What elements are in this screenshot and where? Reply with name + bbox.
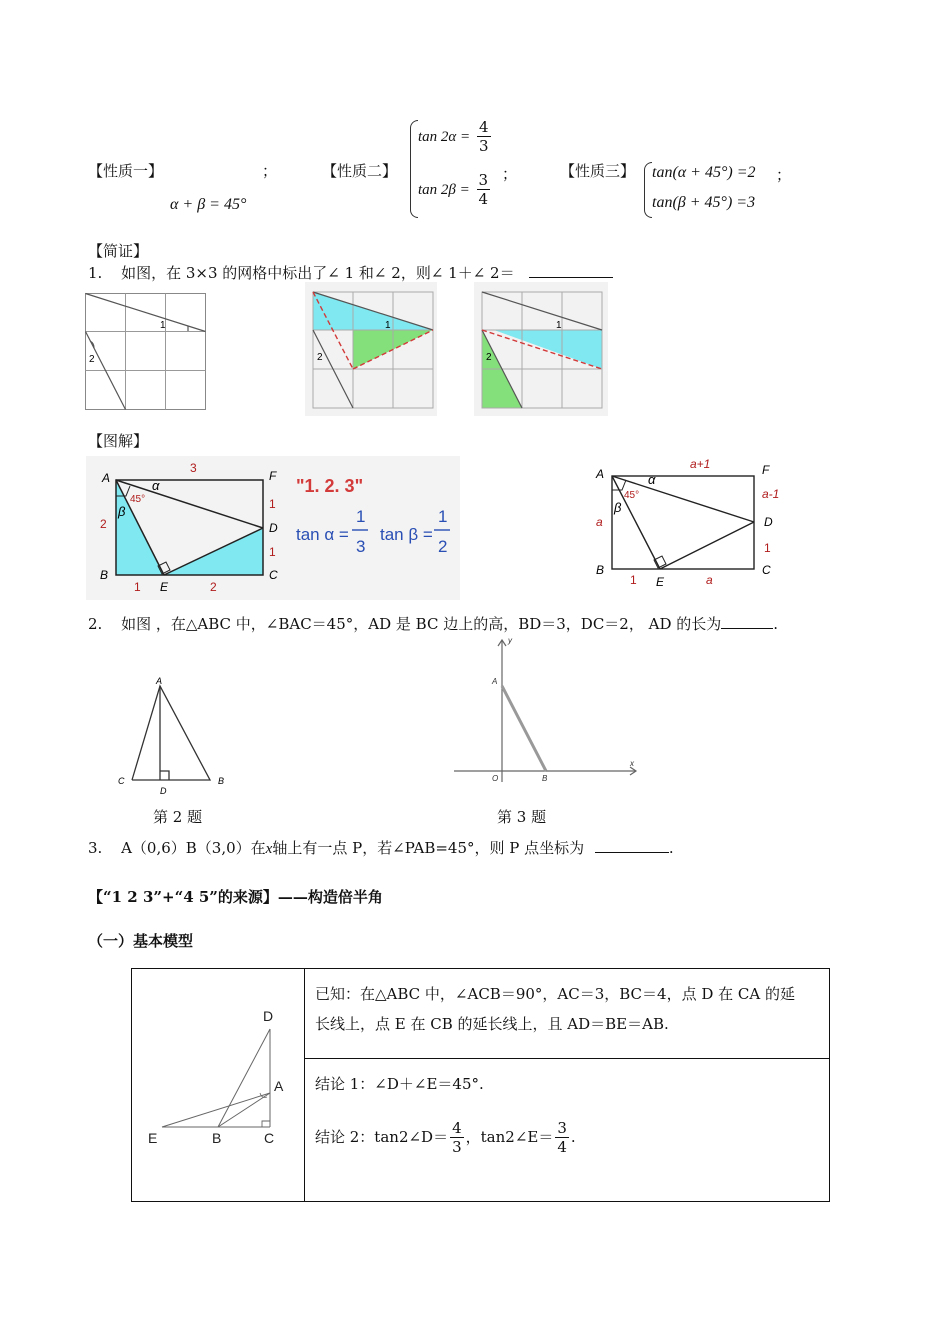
model-given-line2: 长线上，点 E 在 CB 的延长线上，且 AD＝BE＝AB. [315,1015,669,1033]
concl2-num1: 4 [452,1118,462,1137]
grid2-label-2: 2 [317,352,323,363]
q3-text-b: 轴上有一点 P，若∠PAB=45°，则 P 点坐标为 [272,839,585,857]
ill-beta: β [118,504,126,519]
illustration-general [590,458,790,594]
model-label-D: D [263,1008,274,1024]
q3-text-a: A（0,6）B（3,0）在 [121,839,266,857]
q1-text: 如图，在 3×3 的网格中标出了∠ 1 和∠ 2，则∠ 1＋∠ 2＝ [121,264,515,282]
ill-A: A [102,471,111,485]
property-one-label: 【性质一】 [88,162,164,180]
gen-bottom2: a [706,573,713,587]
grid3-label-2: 2 [486,352,492,363]
model-given-cell [305,969,830,1059]
concl2-end: . [570,1127,576,1146]
ill-len2-left: 2 [100,517,107,531]
ill-tan-b-den: 2 [438,537,448,556]
concl2-num2: 3 [557,1118,567,1137]
ill-tan-a-num: 1 [356,507,366,526]
ill-alpha: α [152,478,160,493]
q2-fig-D: D [160,786,167,796]
grid-figure-colored-2 [474,282,608,416]
concl2-den2: 4 [557,1137,567,1156]
grid2-label-1: 1 [385,320,391,331]
gen-C: C [762,563,771,577]
property-two-line2 [418,173,492,207]
property-three-label: 【性质三】 [560,162,636,180]
gen-top: a+1 [690,457,711,471]
q3-answer-blank [595,838,669,853]
ill-len1-b: 1 [134,580,141,594]
ill-D: D [269,521,278,535]
ill-len1-bottom: 1 [269,545,276,559]
q1-answer-blank [529,263,613,278]
q3-text-x: x [265,841,273,857]
q2-answer-blank [721,614,773,629]
ill-E: E [160,580,169,594]
model-given-line1: 已知：在△ABC 中，∠ACB＝90°，AC＝3，BC＝4，点 D 在 CA 的延 [315,985,795,1003]
gen-45: 45° [624,490,640,501]
gen-left: a [596,515,603,529]
ill-tan-a-den: 3 [356,537,366,556]
grid-label-2: 2 [89,354,95,365]
p2-line2-lhs: tan 2β = [418,182,470,198]
grid-label-1: 1 [160,320,166,331]
property-three-line2: tan(β + 45°) =3 [652,194,756,211]
question-1 [88,262,613,283]
property-one-formula: α + β = 45° [170,196,247,213]
basic-model-table [131,968,830,1202]
ill-len1-top: 1 [269,497,276,511]
model-conclusion-2 [315,1118,819,1156]
source-heading: 【“1 2 3”+“4 5”的来源】——构造倍半角 [88,888,383,906]
q3-fig-A: A [492,677,498,686]
gen-D: D [764,515,773,529]
q3-caption: 第 3 题 [497,808,547,826]
grid-figure-colored-1 [305,282,437,416]
q3-fig-O: O [492,774,499,783]
ill-tan-b-num: 1 [438,507,448,526]
question-3 [88,837,674,858]
model-figure [132,969,304,1197]
gen-right-top: a-1 [762,487,780,501]
property-two-line1 [418,120,493,154]
model-label-B: B [212,1130,222,1146]
q3-fig-B: B [542,774,548,783]
model-figure-cell [132,969,305,1202]
property-three-line1: tan(α + 45°) =2 [652,164,756,181]
diagram-heading: 【图解】 [88,432,149,450]
figure-q3-axes [452,634,642,784]
ill-tan-a: tan α = [296,525,349,544]
q2-fig-B: B [218,776,225,786]
q2-text: 如图 ，在△ABC 中，∠BAC＝45°，AD 是 BC 边上的高，BD＝3，DC＝2， AD 的长为 [121,615,722,633]
model-conclusion-1: 结论 1：∠D＋∠E＝45°. [315,1074,484,1093]
p2-line1-den: 3 [478,137,489,155]
q2-fig-C: C [118,776,125,786]
q3-tail: . [668,839,674,857]
ill-F: F [269,469,277,483]
ill-45: 45° [130,494,146,505]
model-label-E: E [148,1130,158,1146]
q3-number: 3. [88,839,103,857]
ill-len2-b: 2 [210,580,217,594]
grid3-label-1: 1 [556,320,562,331]
ill-C: C [269,568,278,582]
ill-B: B [100,568,109,582]
ill-len3: 3 [190,461,197,475]
q2-caption: 第 2 题 [153,808,203,826]
p2-line2-den: 4 [478,190,489,208]
basic-model-heading: （一）基本模型 [88,932,194,950]
gen-A: A [596,467,605,481]
concl2-den1: 3 [452,1137,462,1156]
model-conclusion-cell [305,1058,830,1201]
p2-line2-num: 3 [478,171,489,189]
q2-fig-A: A [156,676,163,686]
gen-B: B [596,563,605,577]
q3-fig-x: x [630,759,634,768]
proof-heading: 【简证】 [88,242,149,260]
grid-figure-plain [84,292,208,412]
q2-tail: . [773,615,779,633]
figure-q2-triangle [112,672,225,800]
property-two-semicolon: ； [502,165,518,183]
q3-fig-y: y [508,636,512,645]
q2-number: 2. [88,615,103,633]
p2-line1-num: 4 [478,118,489,136]
gen-F: F [762,463,770,477]
ill-quote: "1. 2. 3" [296,476,364,496]
question-2 [88,613,778,634]
gen-E: E [656,575,665,589]
gen-alpha: α [648,472,656,487]
property-two-label: 【性质二】 [322,162,398,180]
property-three-semicolon: ； [776,166,792,184]
concl2-part-a: 结论 2：tan2∠D＝ [315,1127,449,1146]
model-label-A: A [274,1078,284,1094]
gen-right-bottom: 1 [764,541,771,555]
property-one-semicolon: ； [262,162,278,180]
q1-number: 1. [88,264,103,282]
ill-tan-b: tan β = [380,525,433,544]
gen-beta: β [614,500,622,515]
gen-bottom1: 1 [630,573,637,587]
property-two-brace [410,120,418,218]
p2-line1-lhs: tan 2α = [418,129,471,145]
illustration-123 [86,456,460,600]
concl2-mid: ，tan2∠E＝ [465,1127,554,1146]
model-label-C: C [264,1130,275,1146]
property-three-brace [644,162,652,218]
